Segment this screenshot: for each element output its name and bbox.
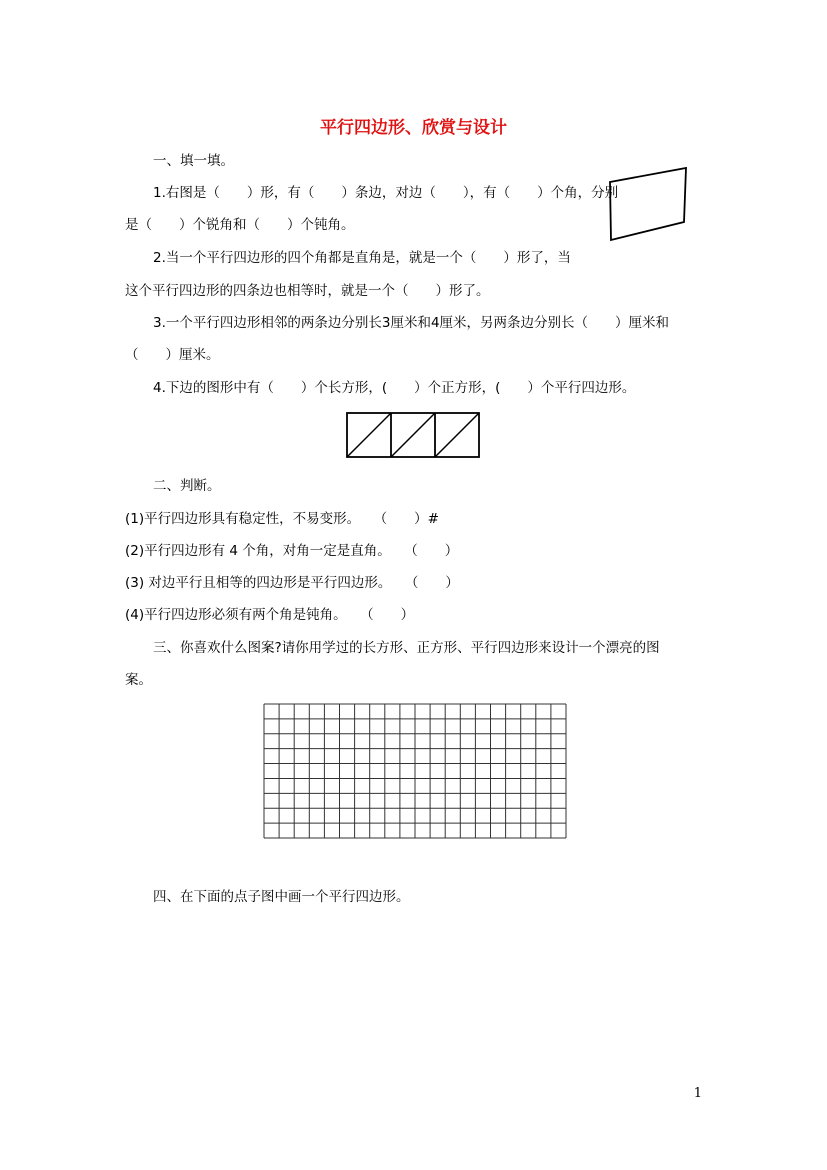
page-number: 1 <box>693 1086 702 1101</box>
section-3-heading-line-1: 三、你喜欢什么图案?请你用学过的长方形、正方形、平行四边形来设计一个漂亮的图 <box>153 640 660 656</box>
page-title: 平行四边形、欣赏与设计 <box>320 118 507 138</box>
judgment-item-2: (2)平行四边形有 4 个角，对角一定是直角。 （ ） <box>125 543 459 559</box>
question-1-line-1: 1.右图是（ ）形，有（ ）条边，对边（ ），有（ ）个角，分别 <box>153 185 619 201</box>
design-grid <box>263 703 567 839</box>
section-4-heading: 四、在下面的点子图中画一个平行四边形。 <box>153 889 410 905</box>
judgment-item-4: (4)平行四边形必须有两个角是钝角。 （ ） <box>125 607 415 623</box>
question-2-line-1: 2.当一个平行四边形的四个角都是直角是，就是一个（ ）形了，当 <box>153 250 571 266</box>
question-1-line-2: 是（ ）个锐角和（ ）个钝角。 <box>125 217 355 233</box>
question-4: 4.下边的图形中有（ ）个长方形，( ）个正方形，( ）个平行四边形。 <box>153 380 636 396</box>
section-3-heading-line-2: 案。 <box>125 672 152 688</box>
squares-with-diagonals-figure <box>346 412 480 458</box>
judgment-item-1: (1)平行四边形具有稳定性，不易变形。 （ ）# <box>125 511 439 527</box>
question-2-line-2: 这个平行四边形的四条边也相等时，就是一个（ ）形了。 <box>125 283 490 299</box>
parallelogram-figure <box>600 160 695 250</box>
question-3-line-2: （ ）厘米。 <box>125 347 220 363</box>
section-2-heading: 二、判断。 <box>153 478 221 494</box>
section-1-heading: 一、填一填。 <box>153 153 234 169</box>
judgment-item-3: (3) 对边平行且相等的四边形是平行四边形。 （ ） <box>125 575 459 591</box>
question-3-line-1: 3.一个平行四边形相邻的两条边分别长3厘米和4厘米，另两条边分别长（ ）厘米和 <box>153 315 670 331</box>
